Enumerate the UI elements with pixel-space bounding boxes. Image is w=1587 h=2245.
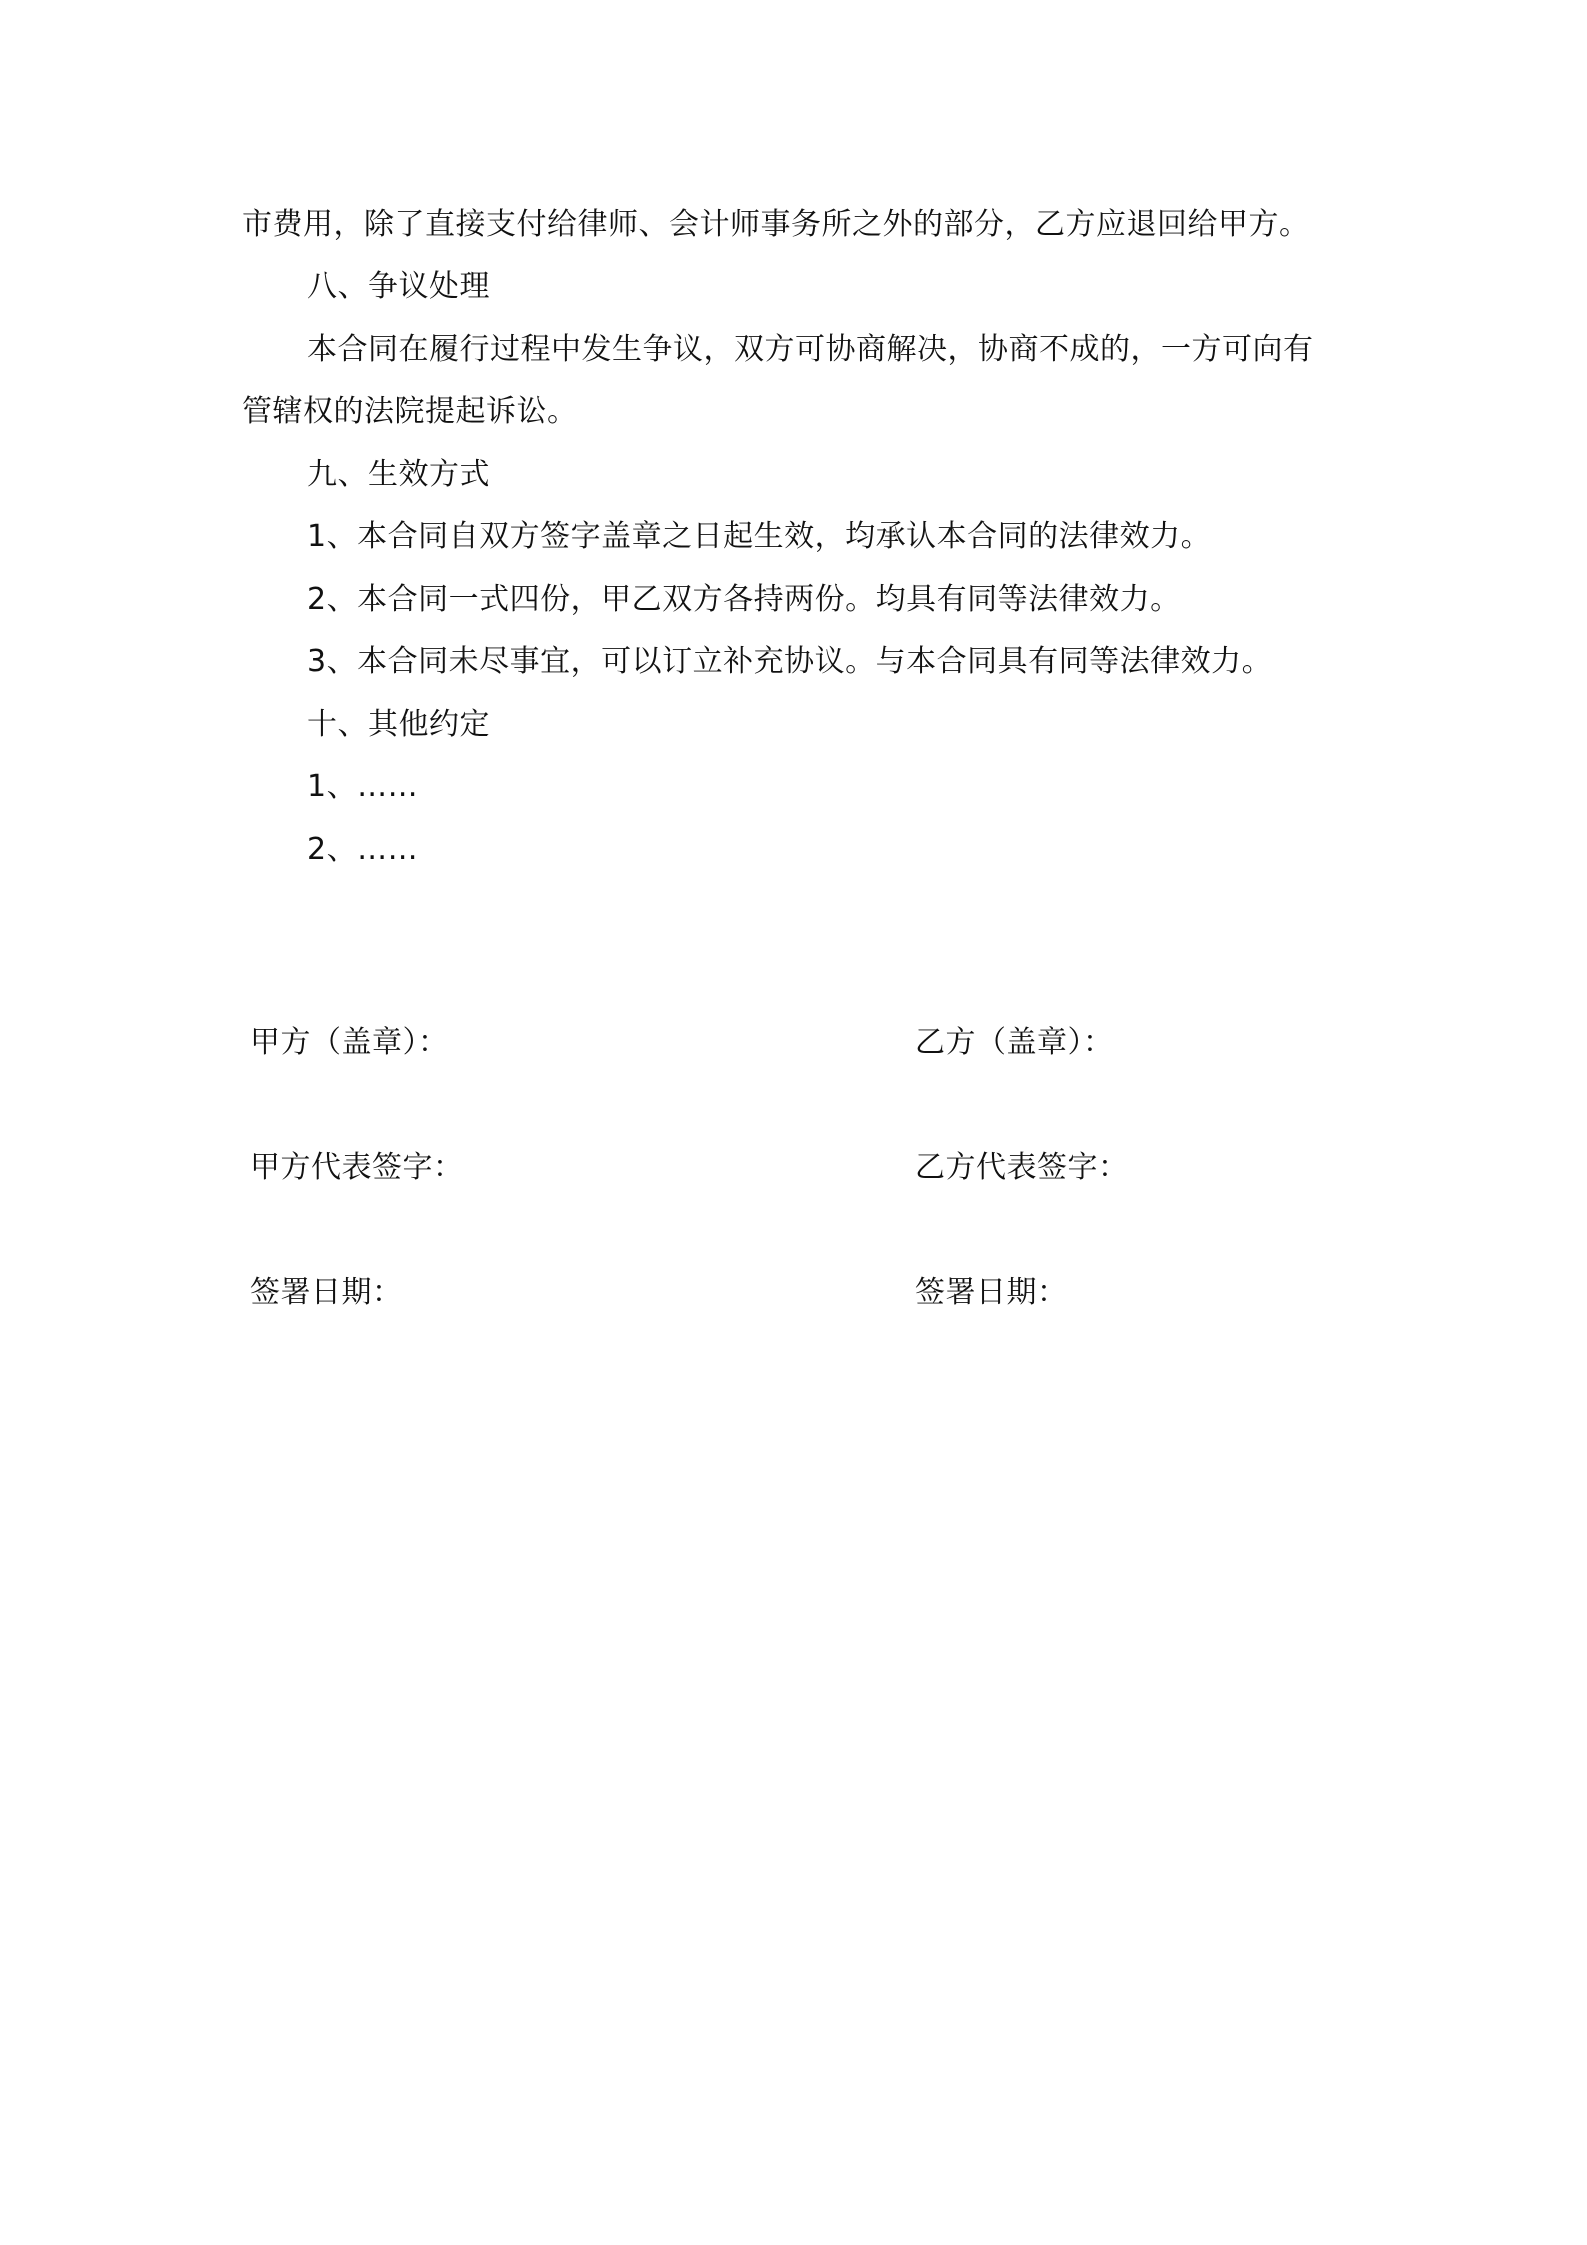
- body-text-line: 本合同在履行过程中发生争议，双方可协商解决，协商不成的，一方可向有: [307, 332, 1314, 367]
- body-text-line: 管辖权的法院提起诉讼。: [242, 394, 578, 429]
- list-item: 3、本合同未尽事宜，可以订立补充协议。与本合同具有同等法律效力。: [307, 644, 1273, 679]
- list-item: 2、本合同一式四份，甲乙双方各持两份。均具有同等法律效力。: [307, 582, 1181, 617]
- party-b-seal-label: 乙方（盖章）：: [915, 1025, 1114, 1060]
- section-heading-effect: 九、生效方式: [307, 457, 490, 492]
- party-a-date-label: 签署日期：: [250, 1275, 403, 1310]
- party-a-seal-label: 甲方（盖章）：: [250, 1025, 449, 1060]
- party-b-representative-label: 乙方代表签字：: [915, 1150, 1129, 1185]
- list-item: 1、……: [307, 769, 419, 804]
- party-b-date-label: 签署日期：: [915, 1275, 1068, 1310]
- party-a-representative-label: 甲方代表签字：: [250, 1150, 464, 1185]
- section-heading-other: 十、其他约定: [307, 707, 490, 742]
- section-heading-dispute: 八、争议处理: [307, 269, 490, 304]
- list-item: 2、……: [307, 832, 419, 867]
- body-text-line: 市费用，除了直接支付给律师、会计师事务所之外的部分，乙方应退回给甲方。: [242, 207, 1310, 242]
- list-item: 1、本合同自双方签字盖章之日起生效，均承认本合同的法律效力。: [307, 519, 1212, 554]
